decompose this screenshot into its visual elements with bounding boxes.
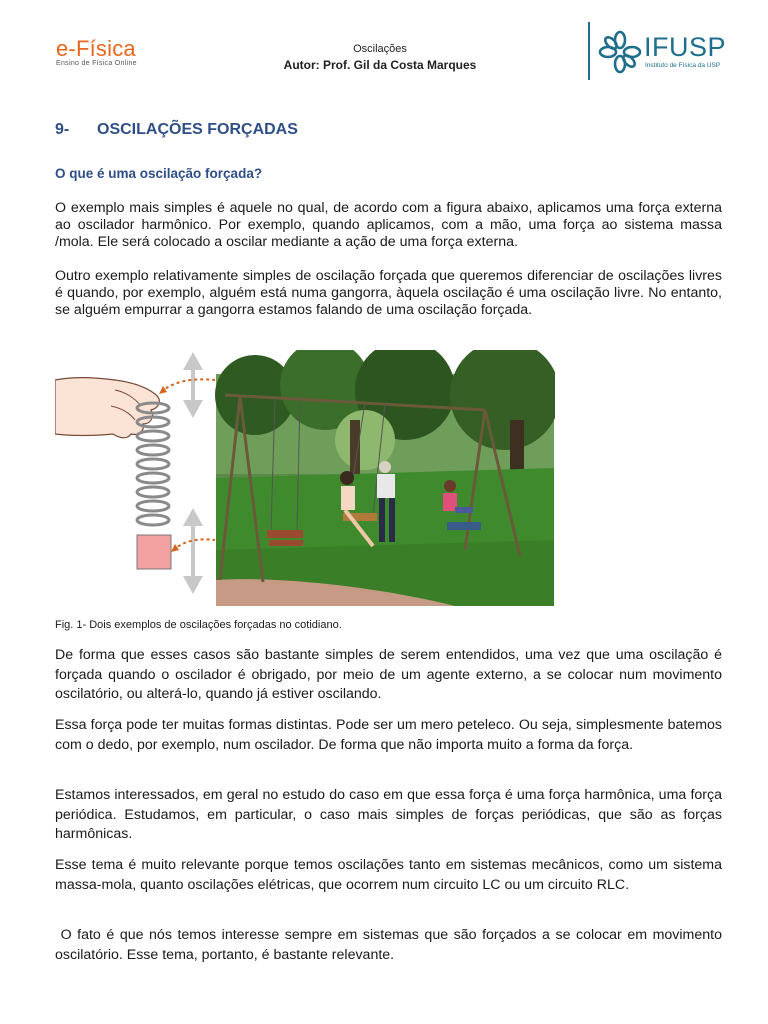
page-header — [0, 0, 768, 95]
header-center — [230, 43, 530, 72]
efisica-logo — [56, 36, 137, 67]
efisica-logo-text: e-Física — [56, 36, 136, 61]
document-author: Autor: Prof. Gil da Costa Marques — [283, 58, 477, 72]
figure-caption: Fig. 1- Dois exemplos de oscilações forçadas no cotidiano. — [55, 619, 342, 631]
paragraph-3: De forma que esses casos são bastante simples de serem entendidos, uma vez que uma oscilação é forçada quando o oscilador é obrigado, por meio de um agente externo, a se colocar num movimento oscilatório, ou alterá-lo, quando já estiver oscilando. — [55, 647, 722, 702]
paragraph-5: Estamos interessados, em geral no estudo do caso em que essa força é uma força harmônica, uma força periódica. Estudamos, em particular, o caso mais simples de forças periódicas, que são as forças harmônicas. — [55, 787, 722, 842]
section-title: OSCILAÇÕES FORÇADAS — [97, 121, 298, 138]
paragraph-6: Esse tema é muito relevante porque temos oscilações tanto em sistemas mecânicos, como um sistema massa-mola, quanto oscilações elétricas, que ocorrem num circuito LC ou um circuito RLC. — [55, 857, 722, 893]
figure-illustration — [55, 350, 555, 610]
paragraph-1: O exemplo mais simples é aquele no qual, de acordo com a figura abaixo, aplicamos uma força externa ao oscilador harmônico. Por exemplo, quando aplicamos, com a mão, uma força ao sistema massa /mola. Ele será colocado a oscilar mediante a ação de uma força externa. — [55, 200, 722, 250]
efisica-logo-subtext: Ensino de Física Online — [56, 60, 137, 67]
ifusp-logo-subtext: Instituto de Física da USP — [645, 62, 721, 69]
section-number: 9- — [55, 121, 70, 138]
ifusp-logo-text: IFUSP — [644, 32, 727, 62]
section-subtitle: O que é uma oscilação forçada? — [55, 166, 263, 181]
swing-photo — [215, 350, 555, 606]
paragraph-7: O fato é que nós temos interesse sempre em sistemas que são forçados a se colocar em movimento oscilatório. Esse tema, portanto, é bastante relevante. — [55, 927, 726, 963]
ifusp-logo — [598, 30, 728, 76]
paragraph-4: Essa força pode ter muitas formas distintas. Pode ser um mero peteleco. Ou seja, simplesmente batemos com o dedo, por exemplo, num oscilador. De forma que não importa muito a forma da força. — [55, 717, 722, 753]
header-divider — [588, 22, 590, 80]
paragraph-2: Outro exemplo relativamente simples de oscilação forçada que queremos diferenciar de oscilações livres é quando, por exemplo, alguém está numa gangorra, àquela oscilação é uma oscilação livre. No entanto, se alguém empurrar a gangorra estamos falando de uma oscilação forçada. — [55, 268, 722, 318]
figure-1 — [55, 350, 555, 610]
ifusp-emblem-icon — [598, 30, 642, 74]
section-heading — [55, 121, 298, 139]
spring-mass-diagram — [55, 352, 215, 594]
document-title: Oscilações — [353, 43, 407, 55]
